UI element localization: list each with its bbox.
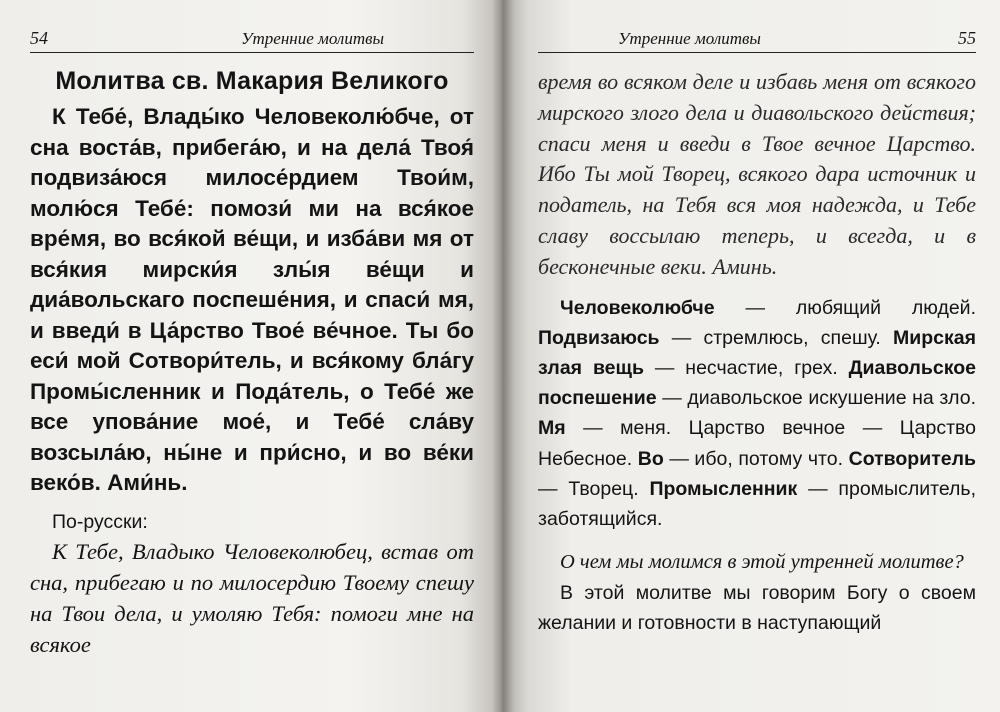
glossary-term: Мя (538, 417, 566, 440)
glossary-term: Промысленник (649, 477, 798, 500)
question-heading: О чем мы молимся в этой утренней молитве? (560, 551, 964, 574)
glossary-definition: — любящий людей. (714, 296, 976, 319)
glossary-definition: — меня. Царство вечное — Царство Небесное. (538, 417, 976, 470)
church-slavonic-text: К Тебе́, Влады́ко Человеколю́бче, от сна воста́в, прибега́ю, и на дела́ Твоя́ подвиза́юся милосе́рдием Твои́м, молю́ся Тебе́: помози́ ми на вся́кое вре́мя, во вся́кой ве́щи, и изба́ви мя от вся́кия мирски́я злы́я ве́щи и диа́вольскаго поспеше́ния, и спаси́ мя, и введи́ в Ца́рство Твое́ ве́чное. Ты бо еси́ мой Сотвори́тель, и вся́кому бла́гу Промы́сленник и Пода́тель, о Тебе́ же все упова́ние мое́, и Тебе́ сла́ву возсыла́ю, ны́не и при́сно, и во ве́ки веко́в. Ами́нь. (30, 104, 474, 495)
glossary-definition: — ибо, потому что. (663, 447, 849, 470)
russian-translation-label: По-русски: (52, 510, 148, 533)
page-number-right: 55 (958, 28, 976, 48)
book-gutter (492, 0, 514, 712)
glossary-definition: — диавольское искушение на зло. (656, 387, 976, 410)
glossary-term: Человеколюбче (560, 296, 715, 319)
glossary-term: Сотворитель (848, 447, 976, 470)
right-running-head (538, 28, 976, 53)
glossary-definition: — промыслитель, заботящийся. (538, 477, 976, 530)
answer-text: В этой молитве мы говорим Богу о своем желании и готовности в наступающий (538, 582, 976, 635)
prayer-title: Молитва св. Макария Великого (55, 67, 449, 95)
glossary-definition: — Творец. (538, 477, 650, 500)
right-page (502, 0, 1000, 712)
glossary-definition: — стремлюсь, спешу. (659, 326, 894, 349)
running-head-title-left: Утренние молитвы (241, 29, 384, 48)
continued-translation-text: время во всяком деле и избавь меня от всякого мирского злого дела и диавольского действия; спаси меня и введи в Твое вечное Царство. Ибо Ты мой Творец, всякого дара источник и податель, на Тебя вся моя надежда, и Тебе славу воссылаю теперь, и всегда, и в бесконечные веки. Аминь. (538, 69, 976, 279)
glossary-term: Мирская злая вещь (538, 326, 976, 379)
page-number-left: 54 (30, 28, 48, 48)
glossary-term: Подвизаюсь (538, 326, 660, 349)
running-head-title-right: Утренние молитвы (618, 29, 761, 48)
left-running-head (30, 28, 474, 53)
glossary (538, 293, 976, 535)
glossary-term: Во (637, 447, 664, 470)
glossary-definition: — несчастие, грех. (643, 356, 849, 379)
glossary-term: Диавольское поспешение (538, 356, 977, 410)
russian-translation-text: К Тебе, Владыко Человеколюбец, встав от сна, прибегаю и по милосердию Твоему спешу на Твои дела, и умоляю Тебя: помоги мне на всякое (30, 538, 474, 657)
